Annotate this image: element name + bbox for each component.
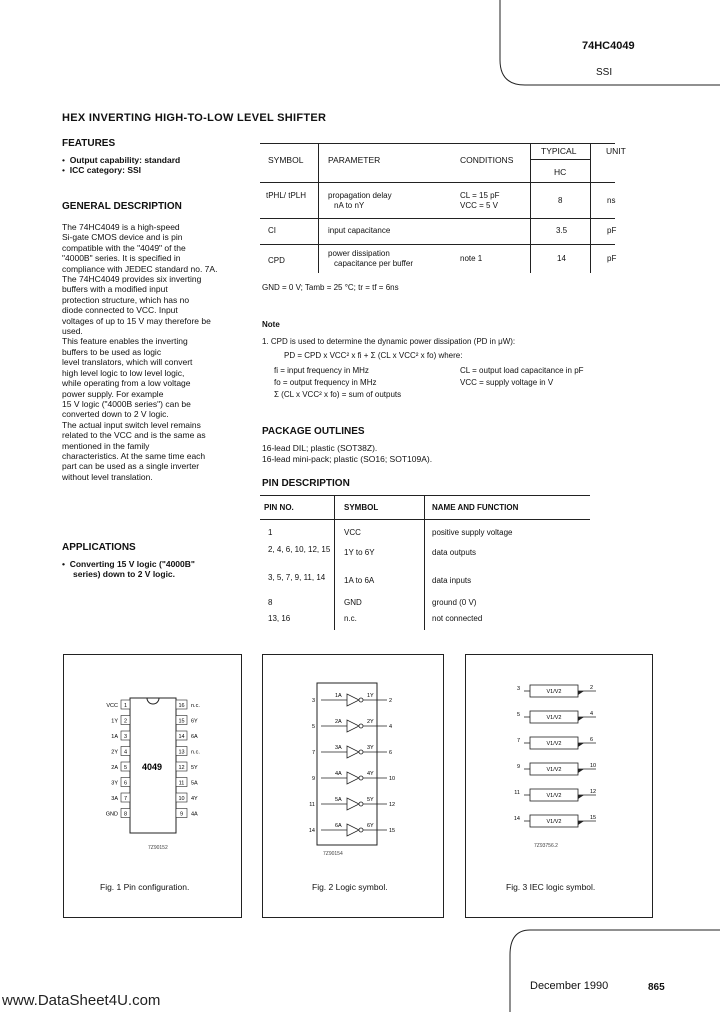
pin-number: 6 [123, 780, 128, 787]
pin-number: 7 [123, 796, 128, 802]
table-rule [260, 519, 590, 520]
table-rule [260, 143, 615, 144]
cell-name: data outputs [432, 548, 477, 557]
buffer-triangle [347, 798, 359, 810]
cell-pin: 8 [268, 598, 273, 607]
output-label: 2Y [367, 719, 374, 725]
pin-number: 14 [178, 734, 185, 740]
pin-number: 15 [178, 718, 185, 725]
cell-symbol: CI [268, 226, 276, 235]
cell-name: ground (0 V) [432, 598, 477, 607]
pin-name: 4Y [191, 796, 198, 802]
table-rule [530, 143, 531, 273]
text-line: while operating from a low voltage [62, 378, 191, 389]
buffer-triangle [347, 824, 359, 836]
figure-code: 7Z90154 [323, 851, 343, 857]
pin-number: 4 [123, 749, 128, 756]
output-pin: 4 [389, 724, 393, 730]
negation-flag [578, 743, 584, 747]
pin-name: 5A [191, 780, 198, 787]
page-title: HEX INVERTING HIGH-TO-LOW LEVEL SHIFTER [62, 112, 327, 124]
input-pin: 9 [311, 776, 315, 782]
symbol-frame [317, 683, 377, 845]
input-pin: 14 [513, 816, 520, 822]
pin-name: n.c. [191, 703, 200, 709]
text-line: compatible with the "4049" of the [62, 242, 186, 253]
negation-flag [578, 717, 584, 721]
cell-pin: 1 [268, 528, 273, 537]
note-fo: fo = output frequency in MHz [274, 378, 377, 387]
pin-name: 5Y [191, 765, 198, 771]
cell-name: positive supply voltage [432, 528, 513, 537]
th-name: NAME AND FUNCTION [432, 503, 519, 512]
text-line: buffers with a modified input [62, 284, 168, 295]
text-line: "4000B" series. It is specified in [62, 253, 181, 264]
input-pin: 3 [516, 686, 520, 692]
block-label: V1/V2 [546, 767, 562, 773]
text-line: This feature enables the inverting [62, 336, 188, 347]
output-label: 3Y [367, 745, 374, 751]
cell-name: data inputs [432, 576, 472, 585]
pin-name: GND [105, 811, 118, 818]
pin-number: 5 [123, 765, 128, 771]
inversion-bubble [359, 750, 363, 754]
bullet-icon: • [62, 559, 65, 569]
family-label: SSI [596, 67, 613, 78]
text-line: voltages of up to 15 V may therefore be [62, 315, 211, 326]
pin-number: 12 [178, 765, 185, 771]
cell-cond: CL = 15 pF [460, 191, 500, 200]
pin-number: 10 [178, 796, 185, 802]
list-item: • Converting 15 V logic ("4000B" [62, 559, 195, 569]
cell-unit: pF [607, 254, 617, 263]
text-line: The 74HC4049 is a high-speed [62, 222, 180, 232]
th-typical: TYPICAL [541, 146, 577, 156]
part-number: 74HC4049 [582, 40, 635, 52]
figure-2-caption: Fig. 2 Logic symbol. [312, 882, 388, 892]
pin-name: 1A [111, 734, 118, 740]
input-label: 3A [335, 745, 342, 751]
th-parameter: PARAMETER [328, 155, 381, 165]
features-heading: FEATURES [62, 138, 116, 149]
note-formula: PD = CPD x VCC² x fi + Σ (CL x VCC² x fo) where: [284, 351, 463, 360]
bullet-icon: • [62, 155, 65, 165]
cell-pin: 13, 16 [268, 614, 291, 623]
text-line: The actual input switch level remains [62, 419, 201, 430]
th-conditions: CONDITIONS [460, 155, 514, 165]
feature-item: • ICC category: SSI [62, 165, 142, 176]
block-label: V1/V2 [546, 715, 562, 721]
text-line: The 74HC4049 provides six inverting [62, 274, 202, 285]
inversion-bubble [359, 828, 363, 832]
output-pin: 6 [389, 750, 393, 756]
output-label: 1Y [367, 693, 374, 699]
text-line: protection structure, which has no [62, 294, 190, 305]
table-rule [530, 159, 590, 160]
inversion-bubble [359, 724, 363, 728]
pin-name: 4A [191, 811, 198, 818]
output-pin: 15 [590, 815, 597, 821]
text-line: used. [62, 326, 83, 337]
note-vcc: VCC = supply voltage in V [460, 378, 554, 387]
cell-unit: ns [607, 196, 616, 205]
cell-param: input capacitance [328, 226, 391, 235]
text-line: converted down to 2 V logic. [62, 409, 169, 420]
table-rule [590, 143, 591, 273]
text-line: buffers to be used as logic [62, 346, 162, 357]
text-line: diode connected to VCC. Input [62, 305, 178, 316]
table-rule [334, 495, 335, 630]
features-list [62, 155, 242, 176]
pin-configuration-diagram [64, 655, 240, 855]
input-label: 4A [335, 771, 342, 777]
pin-name: 6A [191, 734, 198, 740]
applications-list [62, 559, 247, 580]
input-pin: 14 [308, 828, 315, 834]
text-line: characteristics. At the same time each [62, 450, 206, 461]
table-rule [318, 143, 319, 273]
th-symbol: SYMBOL [344, 503, 379, 512]
cell-typ: 14 [557, 254, 566, 263]
text-line: level translators, which will convert [62, 357, 193, 368]
input-pin: 7 [311, 750, 315, 756]
pin-number: 16 [178, 703, 185, 709]
pin-name: 2Y [111, 749, 118, 756]
input-pin: 9 [516, 764, 520, 770]
output-pin: 12 [590, 789, 597, 795]
cell-typ: 3.5 [556, 226, 568, 235]
cell-pin: 3, 5, 7, 9, 11, 14 [268, 573, 326, 582]
output-pin: 12 [389, 802, 396, 808]
input-pin: 11 [309, 802, 315, 808]
th-hc: HC [554, 167, 567, 177]
note-heading: Note [262, 320, 280, 329]
text-line: power supply. For example [62, 388, 164, 399]
pin-number: 3 [123, 734, 128, 740]
input-pin: 5 [516, 712, 520, 718]
watermark: www.DataSheet4U.com [2, 992, 161, 1009]
cell-name: not connected [432, 614, 483, 623]
table-rule [260, 495, 590, 496]
table-rule [260, 218, 615, 219]
block-label: V1/V2 [546, 689, 562, 695]
input-label: 6A [335, 823, 342, 829]
feature-item: • Output capability: standard [62, 155, 181, 165]
output-label: 5Y [367, 797, 374, 803]
applications-heading: APPLICATIONS [62, 542, 136, 553]
cell-symbol: tPHL/ tPLH [266, 191, 307, 200]
text-line: mentioned in the family [62, 440, 150, 451]
text-line: part can be used as a single inverter [62, 461, 200, 472]
figure-code: 7Z90152 [148, 845, 168, 851]
input-label: 1A [335, 693, 342, 699]
output-label: 6Y [367, 823, 374, 829]
page-number: 865 [648, 982, 665, 993]
pin-number: 2 [123, 718, 128, 725]
cell-param: power dissipation [328, 249, 390, 258]
note-cl: CL = output load capacitance in pF [460, 366, 584, 375]
pin-number: 9 [179, 811, 184, 818]
pin-name: 3A [111, 796, 118, 802]
cell-unit: pF [607, 226, 617, 235]
output-pin: 2 [389, 698, 393, 704]
input-pin: 11 [514, 790, 520, 796]
iec-symbol-diagram [466, 655, 650, 860]
table-footnote: GND = 0 V; Tamb = 25 °C; tr = tf = 6ns [262, 283, 399, 292]
pin-name: 1Y [111, 718, 118, 725]
negation-flag [578, 691, 584, 695]
output-pin: 10 [389, 776, 396, 782]
buffer-triangle [347, 694, 359, 706]
input-label: 5A [335, 797, 342, 803]
package-line: 16-lead mini-pack; plastic (SO16; SOT109A). [262, 454, 433, 464]
input-label: 2A [335, 719, 342, 725]
note-fi: fi = input frequency in MHz [274, 366, 369, 375]
buffer-triangle [347, 772, 359, 784]
output-pin: 2 [590, 685, 594, 691]
pin-number: 13 [178, 749, 185, 756]
pin-name: 3Y [111, 780, 118, 787]
block-label: V1/V2 [546, 819, 562, 825]
general-description [62, 222, 247, 482]
cell-param: capacitance per buffer [334, 259, 414, 268]
footer-date: December 1990 [530, 980, 609, 992]
figure-1-caption: Fig. 1 Pin configuration. [100, 882, 190, 892]
cell-param: nA to nY [334, 201, 365, 210]
chip-label: 4049 [142, 762, 163, 772]
cell-symbol: VCC [344, 528, 361, 537]
cell-typ: 8 [558, 196, 563, 205]
buffer-triangle [347, 720, 359, 732]
package-heading: PACKAGE OUTLINES [262, 426, 365, 437]
pin-name: 6Y [191, 718, 198, 725]
negation-flag [578, 821, 584, 825]
pin-number: 8 [123, 811, 128, 818]
pin-number: 11 [178, 780, 185, 787]
text-line: 15 V logic ("4000B series") can be [62, 398, 191, 409]
cell-param: propagation delay [328, 191, 392, 200]
pin-name: 2A [111, 765, 118, 771]
cell-cond: note 1 [460, 254, 483, 263]
text-line: Si-gate CMOS device and is pin [62, 232, 183, 243]
package-line: 16-lead DIL; plastic (SOT38Z). [262, 443, 378, 453]
negation-flag [578, 795, 584, 799]
list-item: series) down to 2 V logic. [73, 569, 176, 580]
pin-number: 1 [123, 703, 128, 709]
table-rule [424, 495, 425, 630]
general-heading: GENERAL DESCRIPTION [62, 201, 182, 212]
cell-pin: 2, 4, 6, 10, 12, 15 [268, 545, 331, 554]
logic-symbol-diagram [263, 655, 441, 860]
block-label: V1/V2 [546, 741, 562, 747]
inversion-bubble [359, 698, 363, 702]
th-symbol: SYMBOL [268, 155, 304, 165]
cell-symbol: 1A to 6A [344, 576, 375, 585]
pin-name: n.c. [191, 749, 200, 756]
table-rule [260, 182, 615, 183]
bullet-icon: • [62, 165, 65, 176]
table-rule [260, 244, 615, 245]
pin-desc-heading: PIN DESCRIPTION [262, 478, 350, 489]
buffer-triangle [347, 746, 359, 758]
figure-code: 7Z93756.2 [534, 843, 558, 849]
output-pin: 10 [590, 763, 597, 769]
cell-symbol: GND [344, 598, 362, 607]
output-pin: 4 [590, 711, 594, 717]
inversion-bubble [359, 802, 363, 806]
input-pin: 3 [311, 698, 315, 704]
output-pin: 6 [590, 737, 594, 743]
text-line: compliance with JEDEC standard no. 7A. [62, 263, 218, 274]
cell-cond: VCC = 5 V [460, 201, 499, 210]
block-label: V1/V2 [546, 793, 562, 799]
input-pin: 5 [311, 724, 315, 730]
cell-symbol: 1Y to 6Y [344, 548, 375, 557]
cell-symbol: n.c. [344, 614, 357, 623]
output-pin: 15 [389, 828, 396, 834]
figure-3-caption: Fig. 3 IEC logic symbol. [506, 882, 596, 892]
text-line: without level translation. [62, 471, 153, 482]
cell-symbol: CPD [268, 256, 285, 265]
th-pin: PIN NO. [264, 503, 294, 512]
text-line: related to the VCC and is the same as [62, 430, 206, 441]
negation-flag [578, 769, 584, 773]
text-line: high level logic to low level logic, [62, 367, 185, 378]
pin-name: VCC [106, 703, 118, 709]
output-label: 4Y [367, 771, 374, 777]
th-unit: UNIT [606, 146, 626, 156]
note-line: 1. CPD is used to determine the dynamic power dissipation (PD in μW): [262, 337, 516, 346]
inversion-bubble [359, 776, 363, 780]
input-pin: 7 [516, 738, 520, 744]
note-sum: Σ (CL x VCC² x fo) = sum of outputs [274, 390, 402, 399]
